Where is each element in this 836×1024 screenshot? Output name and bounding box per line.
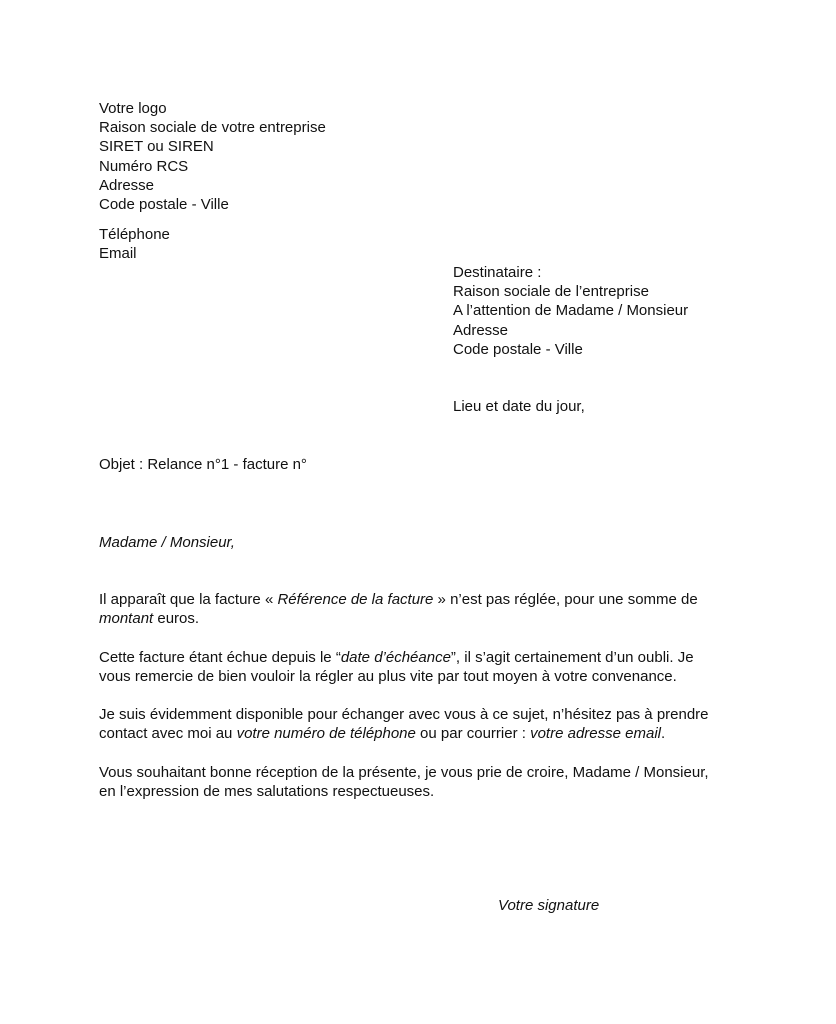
salutation xyxy=(99,533,235,552)
paragraph-closing xyxy=(99,763,709,802)
recipient-address: Adresse xyxy=(453,321,509,339)
recipient-heading: Destinataire : xyxy=(453,264,542,281)
text-fragment: ou par courrier : xyxy=(415,725,531,743)
sender-logo-placeholder: Votre logo xyxy=(99,100,167,117)
paragraph-line: Je suis évidemment disponible pour échanger avec vous à ce sujet, n’hésitez pas à prendre xyxy=(99,706,709,723)
signature-text: Votre signature xyxy=(498,897,600,914)
text-fragment: Il apparaît que la facture « xyxy=(99,591,278,608)
place-date-line: Lieu et date du jour, xyxy=(453,398,585,415)
sender-postal-city: Code postale - Ville xyxy=(99,196,229,214)
paragraph-invoice-reference xyxy=(99,590,698,629)
text-fragment: Cette facture étant échue depuis le “ xyxy=(99,649,341,666)
amount-placeholder: montant xyxy=(99,610,154,628)
sender-siret: SIRET ou SIREN xyxy=(99,138,214,156)
sender-email: Email xyxy=(99,245,137,263)
text-fragment: contact avec moi au xyxy=(99,725,237,743)
phone-placeholder: votre numéro de téléphone xyxy=(236,725,416,743)
recipient-attention: A l’attention de Madame / Monsieur xyxy=(453,302,689,320)
paragraph-line: Vous souhaitant bonne réception de la présente, je vous prie de croire, Madame / Monsieur, xyxy=(99,764,709,781)
text-fragment: euros. xyxy=(153,610,200,628)
sender-address: Adresse xyxy=(99,176,155,194)
sender-block xyxy=(99,99,326,214)
paragraph-line: en l’expression de mes salutations respectueuses. xyxy=(99,783,435,801)
paragraph-due-date xyxy=(99,648,694,687)
paragraph-line xyxy=(99,590,698,609)
paragraph-line: vous remercie de bien vouloir la régler au plus vite par tout moyen à votre convenance. xyxy=(99,668,677,686)
sender-company-name: Raison sociale de votre entreprise xyxy=(99,119,326,137)
recipient-block xyxy=(453,263,688,359)
signature-placeholder xyxy=(498,896,599,915)
text-fragment: . xyxy=(661,725,666,743)
due-date-placeholder: date d’échéance xyxy=(340,649,451,666)
email-placeholder: votre adresse email xyxy=(530,725,661,743)
text-fragment: » n’est pas réglée, pour une somme de xyxy=(433,591,698,608)
recipient-postal-city: Code postale - Ville xyxy=(453,340,583,358)
invoice-reference-placeholder: Référence de la facture xyxy=(277,591,434,608)
paragraph-contact xyxy=(99,705,709,744)
sender-contact-block xyxy=(99,225,170,263)
text-fragment: ”, il s’agit certainement d’un oubli. Je xyxy=(450,649,694,666)
sender-phone: Téléphone xyxy=(99,226,170,243)
paragraph-line xyxy=(99,609,698,628)
salutation-text: Madame / Monsieur, xyxy=(99,534,235,551)
sender-rcs: Numéro RCS xyxy=(99,157,189,175)
paragraph-line xyxy=(99,724,709,743)
paragraph-line xyxy=(99,648,694,667)
subject-line: Objet : Relance n°1 - facture n° xyxy=(99,456,307,473)
recipient-company-name: Raison sociale de l’entreprise xyxy=(453,283,649,301)
